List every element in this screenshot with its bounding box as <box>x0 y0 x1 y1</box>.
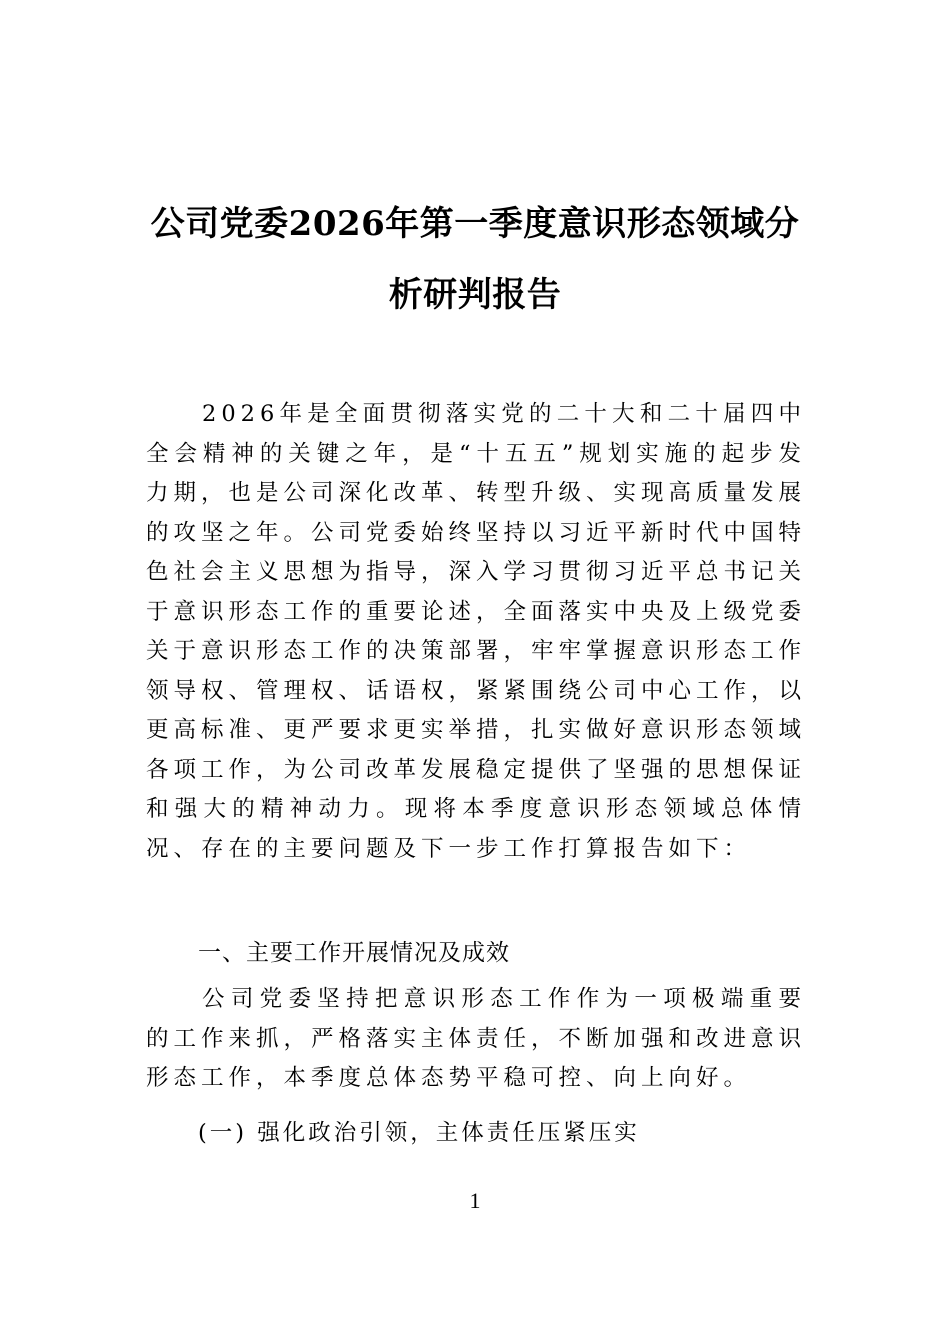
page-number: 1 <box>469 1188 481 1213</box>
subsection-heading: (一) 强化政治引领，主体责任压紧压实 <box>198 1120 640 1146</box>
section-paragraph: 公司党委坚持把意识形态工作作为一项极端重要的工作来抓，严格落实主体责任，不断加强和改进意识形态工作，本季度总体态势平稳可控、向上向好。 <box>146 986 807 1091</box>
document-title-line-2: 析研判报告 <box>388 275 562 315</box>
document-title-line-1: 公司党委2026年第一季度意识形态领域分 <box>150 204 800 244</box>
section-heading: 一、主要工作开展情况及成效 <box>198 940 510 966</box>
intro-paragraph: 2026年是全面贯彻落实党的二十大和二十届四中全会精神的关键之年，是“十五五”规划实施的起步发力期，也是公司深化改革、转型升级、实现高质量发展的攻坚之年。公司党委始终坚持以习近平新时代中国特色社会主义思想为指导，深入学习贯彻习近平总书记关于意识形态工作的重要论述，全面落实中央及上级党委关于意识形态工作的决策部署，牢牢掌握意识形态工作领导权、管理权、话语权，紧紧围绕公司中心工作，以更高标准、更严要求更实举措，扎实做好意识形态领域各项工作，为公司改革发展稳定提供了坚强的思想保证和强大的精神动力。现将本季度意识形态领域总体情况、存在的主要问题及下一步工作打算报告如下： <box>146 401 807 862</box>
